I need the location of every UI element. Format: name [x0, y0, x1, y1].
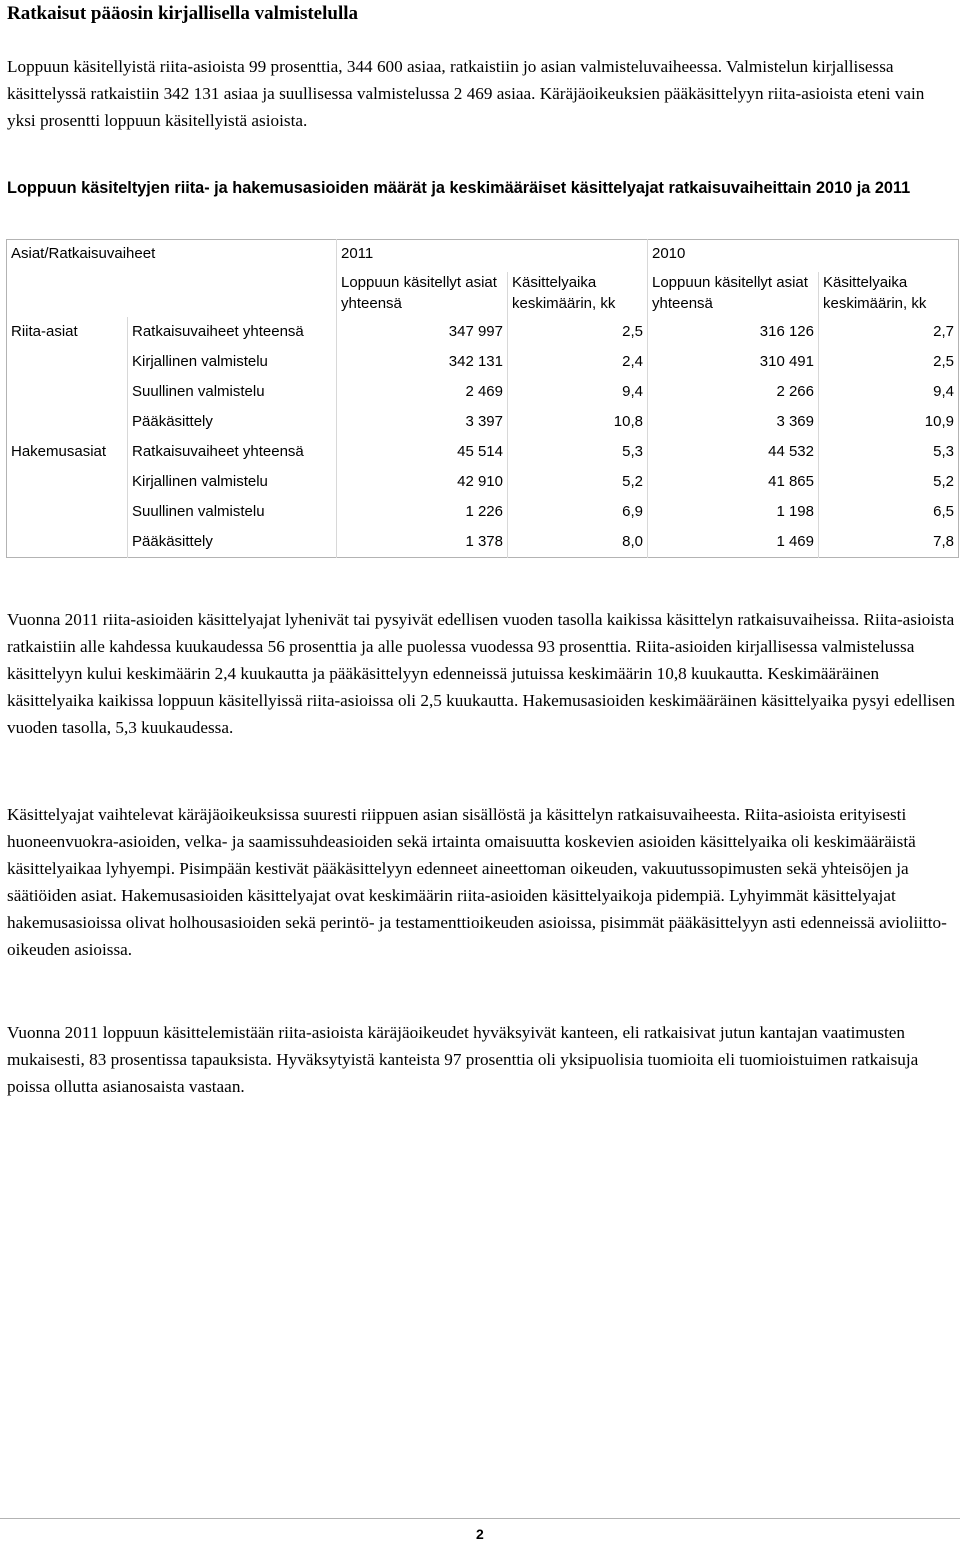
- table-row: [7, 317, 959, 347]
- group-label-empty: [7, 467, 128, 497]
- value-cell: 1 198: [648, 497, 819, 527]
- col-header-time-2011: Käsittelyaika keskimäärin, kk: [508, 272, 648, 317]
- value-cell: 6,5: [819, 497, 959, 527]
- statistics-table: [6, 239, 959, 558]
- value-cell: 2,5: [508, 317, 648, 347]
- value-cell: 5,3: [819, 437, 959, 467]
- phase-label: Ratkaisuvaiheet yhteensä: [128, 437, 337, 467]
- value-cell: 2,5: [819, 347, 959, 377]
- value-cell: 5,2: [508, 467, 648, 497]
- value-cell: 5,3: [508, 437, 648, 467]
- value-cell: 1 469: [648, 527, 819, 558]
- group-label-empty: [7, 347, 128, 377]
- value-cell: 316 126: [648, 317, 819, 347]
- table-header-row: [7, 240, 959, 273]
- group-label-empty: [7, 407, 128, 437]
- corner-header: Asiat/Ratkaisuvaiheet: [11, 245, 156, 262]
- value-cell: 41 865: [648, 467, 819, 497]
- phase-label: Suullinen valmistelu: [128, 377, 337, 407]
- value-cell: 9,4: [819, 377, 959, 407]
- body-paragraph: Vuonna 2011 riita-asioiden käsittelyajat lyhenivät tai pysyivät edellisen vuoden tasolla kaikissa käsittelyn ratkaisuvaiheissa. Riita-asioista ratkaistiin alle kahdessa kuukaudessa 56 prosenttia ja alle puolessa vuodessa 93 prosenttia. Riita-asioiden kirjallisessa valmistelussa käsittelyyn kului keskimäärin 2,4 kuukautta ja pääkäsittelyyn edenneissä jutuissa keskimäärin 10,8 kuukautta. Keskimääräinen käsittelyaika kaikissa loppuun käsitellyissä riita-asioissa oli 2,5 kuukautta. Hakemusasioiden keskimääräinen käsittelyaika pysyi edellisen vuoden tasolla, 5,3 kuukaudessa.: [7, 610, 955, 737]
- table-row: [7, 437, 959, 467]
- value-cell: 44 532: [648, 437, 819, 467]
- value-cell: 2,7: [819, 317, 959, 347]
- value-cell: 7,8: [819, 527, 959, 558]
- value-cell: 1 226: [337, 497, 508, 527]
- value-cell: 9,4: [508, 377, 648, 407]
- value-cell: 42 910: [337, 467, 508, 497]
- group-label-empty: [7, 527, 128, 558]
- phase-label: Suullinen valmistelu: [128, 497, 337, 527]
- value-cell: 10,8: [508, 407, 648, 437]
- table-row: [7, 497, 959, 527]
- phase-label: Kirjallinen valmistelu: [128, 467, 337, 497]
- intro-paragraph: Loppuun käsitellyistä riita-asioista 99 prosenttia, 344 600 asiaa, ratkaistiin jo asian valmisteluvaiheessa. Valmistelun kirjallisessa käsittelyssä ratkaistiin 342 131 asiaa ja suullisessa valmistelussa 2 469 asiaa. Käräjäoikeuksien pääkäsittelyyn riita-asioista eteni vain yksi prosentti loppuun käsitellyistä asioista.: [7, 57, 925, 130]
- value-cell: 2 469: [337, 377, 508, 407]
- value-cell: 6,9: [508, 497, 648, 527]
- col-header-time-2010: Käsittelyaika keskimäärin, kk: [819, 272, 959, 317]
- group-label-empty: [7, 497, 128, 527]
- phase-label: Pääkäsittely: [128, 407, 337, 437]
- value-cell: 3 369: [648, 407, 819, 437]
- table-row: [7, 527, 959, 558]
- body-paragraph: Käsittelyajat vaihtelevat käräjäoikeuksissa suuresti riippuen asian sisällöstä ja käsittelyn ratkaisuvaiheesta. Riita-asioista erityisesti huoneenvuokra-asioiden, velka- ja saamissuhdeasioiden sekä irtainta omaisuutta koskevien asioiden käsittelyaika oli keskimääräistä käsittelyaikaa lyhyempi. Pisimpään kestivät pääkäsittelyyn edenneet aineettoman oikeuden, vakuutussopimusten sekä yhteisöjen ja säätiöiden asiat. Hakemusasioiden käsittelyajat ovat keskimäärin riita-asioiden käsittelyaikoja pidempiä. Lyhyimmät käsittelyajat hakemusasioissa olivat holhousasioiden sekä perintö- ja testamenttioikeuden asioissa, pisimmät pääkäsittelyyn asti edenneissä avioliitto-oikeuden asioissa.: [7, 805, 947, 959]
- table-row: [7, 467, 959, 497]
- phase-label: Kirjallinen valmistelu: [128, 347, 337, 377]
- section-heading: Ratkaisut pääosin kirjallisella valmistelulla: [7, 3, 359, 24]
- value-cell: 5,2: [819, 467, 959, 497]
- group-label: Hakemusasiat: [11, 443, 107, 460]
- table-row: [7, 377, 959, 407]
- col-header-count-2010: Loppuun käsitellyt asiat yhteensä: [648, 272, 819, 317]
- empty-header-cell: [7, 272, 337, 317]
- year-header-2011: 2011: [337, 240, 648, 273]
- value-cell: 347 997: [337, 317, 508, 347]
- value-cell: 1 378: [337, 527, 508, 558]
- value-cell: 2,4: [508, 347, 648, 377]
- table-title: Loppuun käsiteltyjen riita- ja hakemusasioiden määrät ja keskimääräiset käsittelyajat ratkaisuvaiheittain 2010 ja 2011: [7, 179, 911, 197]
- value-cell: 310 491: [648, 347, 819, 377]
- year-header-2010: 2010: [648, 240, 959, 273]
- value-cell: 8,0: [508, 527, 648, 558]
- page-number: 2: [476, 1526, 484, 1542]
- group-label-empty: [7, 377, 128, 407]
- table-row: [7, 347, 959, 377]
- col-header-count-2011: Loppuun käsitellyt asiat yhteensä: [337, 272, 508, 317]
- value-cell: 2 266: [648, 377, 819, 407]
- table-row: [7, 407, 959, 437]
- value-cell: 10,9: [819, 407, 959, 437]
- phase-label: Pääkäsittely: [128, 527, 337, 558]
- phase-label: Ratkaisuvaiheet yhteensä: [128, 317, 337, 347]
- value-cell: 3 397: [337, 407, 508, 437]
- group-label: Riita-asiat: [11, 323, 78, 340]
- body-paragraph: Vuonna 2011 loppuun käsittelemistään riita-asioista käräjäoikeudet hyväksyivät kanteen, eli ratkaisivat jutun kantajan vaatimusten mukaisesti, 83 prosentissa tapauksista. Hyväksytyistä kanteista 97 prosenttia oli yksipuolisia tuomioita eli tuomioistuimen ratkaisuja poissa ollutta asianosaista vastaan.: [7, 1023, 919, 1096]
- value-cell: 342 131: [337, 347, 508, 377]
- value-cell: 45 514: [337, 437, 508, 467]
- page-footer: [0, 1518, 960, 1542]
- table-subheader-row: [7, 272, 959, 317]
